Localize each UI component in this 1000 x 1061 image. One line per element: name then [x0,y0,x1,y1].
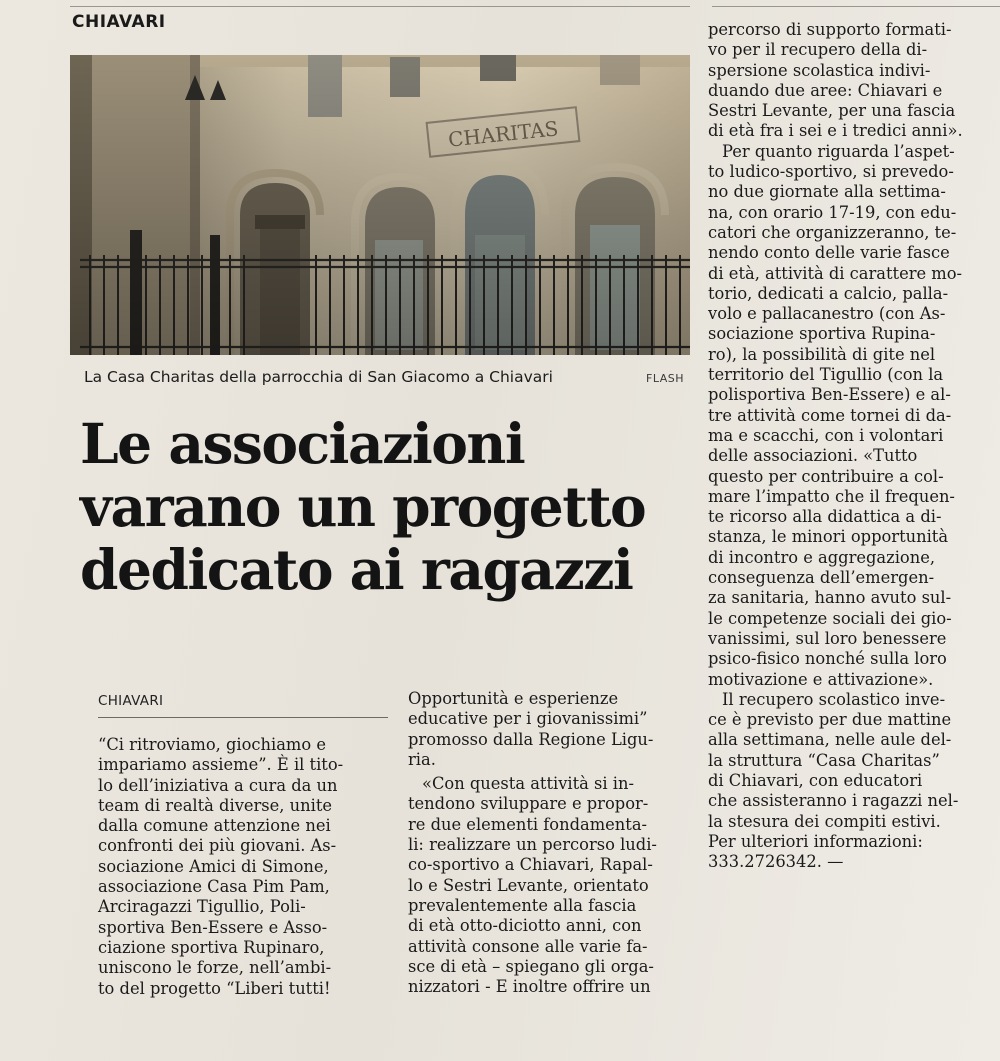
headline-line: varano un progetto [80,474,646,539]
text-line: ciazione sportiva Rupinaro, [98,937,325,957]
text-line: conseguenza dell’emergen- [708,568,935,588]
text-line: di età, attività di carattere mo- [708,263,963,283]
text-line: nizzatori - E inoltre offrire un [408,977,651,997]
text-line: mare l’impatto che il frequen- [708,486,955,506]
text-line: nendo conto delle varie fasce [708,243,950,263]
text-line: Per ulteriori informazioni: [708,831,923,851]
text-line: di età fra i sei e i tredici anni». [708,121,963,141]
article-column-2 [408,689,693,997]
text-line: tendono sviluppare e propor- [408,794,649,814]
text-line: le competenze sociali dei gio- [708,608,952,628]
text-line: di età otto-diciotto anni, con [408,916,642,936]
text-line: Opportunità e esperienze [408,689,619,708]
text-line: alla settimana, nelle aule del- [708,730,952,750]
text-line: re due elementi fondamenta- [408,814,648,834]
text-line: polisportiva Ben-Essere) e al- [708,385,951,405]
text-line: promosso dalla Regione Ligu- [408,729,654,749]
text-line: catori che organizzeranno, te- [708,222,957,242]
text-line: ro), la possibilità di gite nel [708,344,936,364]
article-column-1 [98,735,393,999]
text-line: te ricorso alla didattica a di- [708,507,942,527]
text-line: vanissimi, sul loro benessere [708,628,947,648]
text-line: educative per i giovanissimi” [408,709,648,729]
text-line: delle associazioni. «Tutto [708,446,918,466]
text-line: ria. [408,749,436,769]
text-line: attività consone alle varie fa- [408,936,648,956]
text-line: to ludico-sportivo, si prevedo- [708,162,954,182]
text-line: volo e pallacanestro (con As- [708,304,946,324]
text-line: associazione Casa Pim Pam, [98,877,330,897]
photo-credit: FLASH [646,372,684,385]
text-line: questo per contribuire a col- [708,466,944,486]
text-line: di Chiavari, con educatori [708,770,923,790]
text-line: team di realtà diverse, unite [98,795,333,815]
top-rule [70,6,690,7]
text-line: “Ci ritroviamo, giochiamo e [98,735,326,754]
text-line: psico-fisico nonché sulla loro [708,649,947,669]
text-line: no due giornate alla settima- [708,182,946,202]
article-photo [70,55,690,355]
text-line: ma e scacchi, con i volontari [708,425,944,445]
text-line: co-sportivo a Chiavari, Rapal- [408,855,653,875]
text-line: duando due aree: Chiavari e [708,80,943,100]
text-line: sportiva Ben-Essere e Asso- [98,917,328,937]
text-line: motivazione e attivazione». [708,669,934,689]
text-line: ce è previsto per due mattine [708,710,952,730]
text-line: li: realizzare un percorso ludi- [408,835,657,855]
text-line: stanza, le minori opportunità [708,527,949,547]
photo-caption: La Casa Charitas della parrocchia di San Giacomo a Chiavari [84,368,553,386]
headline-line: Le associazioni [80,411,525,476]
text-line: torio, dedicati a calcio, palla- [708,283,949,303]
text-line: na, con orario 17-19, con edu- [708,202,957,222]
text-line: percorso di supporto formati- [708,20,952,39]
text-line: «Con questa attività si in- [422,774,634,794]
text-line: che assisteranno i ragazzi nel- [708,791,959,811]
text-line: sociazione sportiva Rupina- [708,324,936,344]
text-line: prevalentemente alla fascia [408,895,637,915]
text-line: tre attività come tornei di da- [708,405,952,425]
headline-line: dedicato ai ragazzi [80,537,633,602]
text-line: confronti dei più giovani. As- [98,836,337,856]
text-line: to del progetto “Liberi tutti! [98,978,331,998]
text-line: Arciragazzi Tigullio, Poli- [98,897,306,917]
text-line: la stesura dei compiti estivi. [708,811,941,831]
byline-dateline: CHIAVARI [98,693,164,709]
text-line: lo dell’iniziativa a cura da un [98,775,338,795]
text-line: impariamo assieme”. È il tito- [98,755,344,775]
headline [80,412,700,601]
text-line: uniscono le forze, nell’ambi- [98,958,332,978]
article-column-3 [708,20,998,872]
text-line: spersione scolastica indivi- [708,60,931,80]
text-line: di incontro e aggregazione, [708,547,935,567]
top-rule-right [712,6,1000,7]
text-line: Per quanto riguarda l’aspet- [722,141,955,161]
text-line: 333.2726342. — [708,852,844,872]
section-label: CHIAVARI [72,12,166,32]
text-line: dalla comune attenzione nei [98,816,331,836]
text-line: lo e Sestri Levante, orientato [408,875,649,895]
text-line: la struttura “Casa Charitas” [708,750,940,770]
text-line: Il recupero scolastico inve- [722,689,946,709]
text-line: sce di età – spiegano gli orga- [408,956,654,976]
text-line: za sanitaria, hanno avuto sul- [708,588,952,608]
text-line: Sestri Levante, per una fascia [708,101,956,121]
text-line: sociazione Amici di Simone, [98,856,329,876]
byline-rule [98,717,388,718]
text-line: vo per il recupero della di- [708,40,928,60]
text-line: territorio del Tigullio (con la [708,365,944,385]
